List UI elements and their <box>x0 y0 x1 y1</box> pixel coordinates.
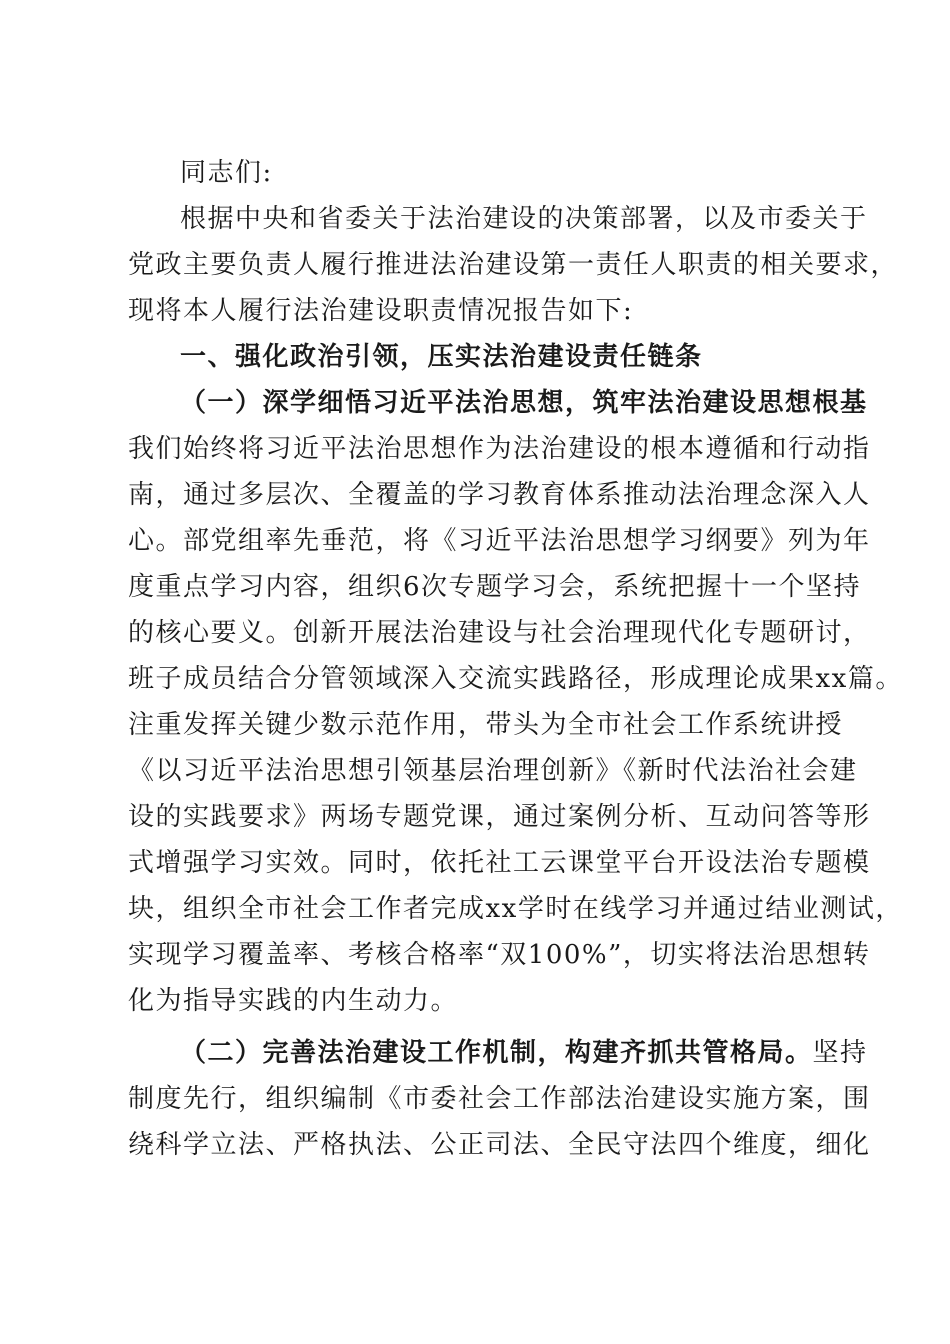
subsection-heading: （二）完善法治建设工作机制，构建齐抓共管格局。 <box>180 1038 813 1068</box>
body-line: 制度先行，组织编制《市委社会工作部法治建设实施方案，围 <box>128 1084 871 1114</box>
body-line: 实现学习覆盖率、考核合格率“双100%”，切实将法治思想转 <box>128 940 871 970</box>
intro-line: 根据中央和省委关于法治建设的决策部署，以及市委关于 <box>180 204 868 234</box>
subsection-heading: （一）深学细悟习近平法治思想，筑牢法治建设思想根基 <box>180 388 868 418</box>
document-body <box>128 150 903 1168</box>
body-line: 注重发挥关键少数示范作用，带头为全市社会工作系统讲授 <box>128 710 844 740</box>
body-line: 心。部党组率先垂范，将《习近平法治思想学习纲要》列为年 <box>128 526 871 556</box>
body-line: 设的实践要求》两场专题党课，通过案例分析、互动问答等形 <box>128 802 871 832</box>
subsection-2-first-line <box>128 1030 868 1076</box>
body-line: 块，组织全市社会工作者完成xx学时在线学习并通过结业测试， <box>128 894 903 924</box>
salutation: 同志们: <box>180 158 273 188</box>
body-line: 化为指导实践的内生动力。 <box>128 986 459 1016</box>
body-line: 式增强学习实效。同时，依托社工云课堂平台开设法治专题模 <box>128 848 871 878</box>
intro-line: 现将本人履行法治建设职责情况报告如下: <box>128 296 634 326</box>
body-line: 的核心要义。创新开展法治建设与社会治理现代化专题研讨， <box>128 618 871 648</box>
section-heading: 一、强化政治引领，压实法治建设责任链条 <box>180 342 703 372</box>
body-line: 度重点学习内容，组织6次专题学习会，系统把握十一个坚持 <box>128 572 862 602</box>
body-line: 南，通过多层次、全覆盖的学习教育体系推动法治理念深入人 <box>128 480 871 510</box>
body-line: 我们始终将习近平法治思想作为法治建设的根本遵循和行动指 <box>128 434 871 464</box>
intro-line: 党政主要负责人履行推进法治建设第一责任人职责的相关要求， <box>128 250 899 280</box>
body-line: 《以习近平法治思想引领基层治理创新》《新时代法治社会建 <box>128 756 858 786</box>
body-line: 班子成员结合分管领域深入交流实践路径，形成理论成果xx篇。 <box>128 664 903 694</box>
body-line: 绕科学立法、严格执法、公正司法、全民守法四个维度，细化 <box>128 1130 871 1160</box>
body-text: 坚持 <box>812 1038 868 1068</box>
